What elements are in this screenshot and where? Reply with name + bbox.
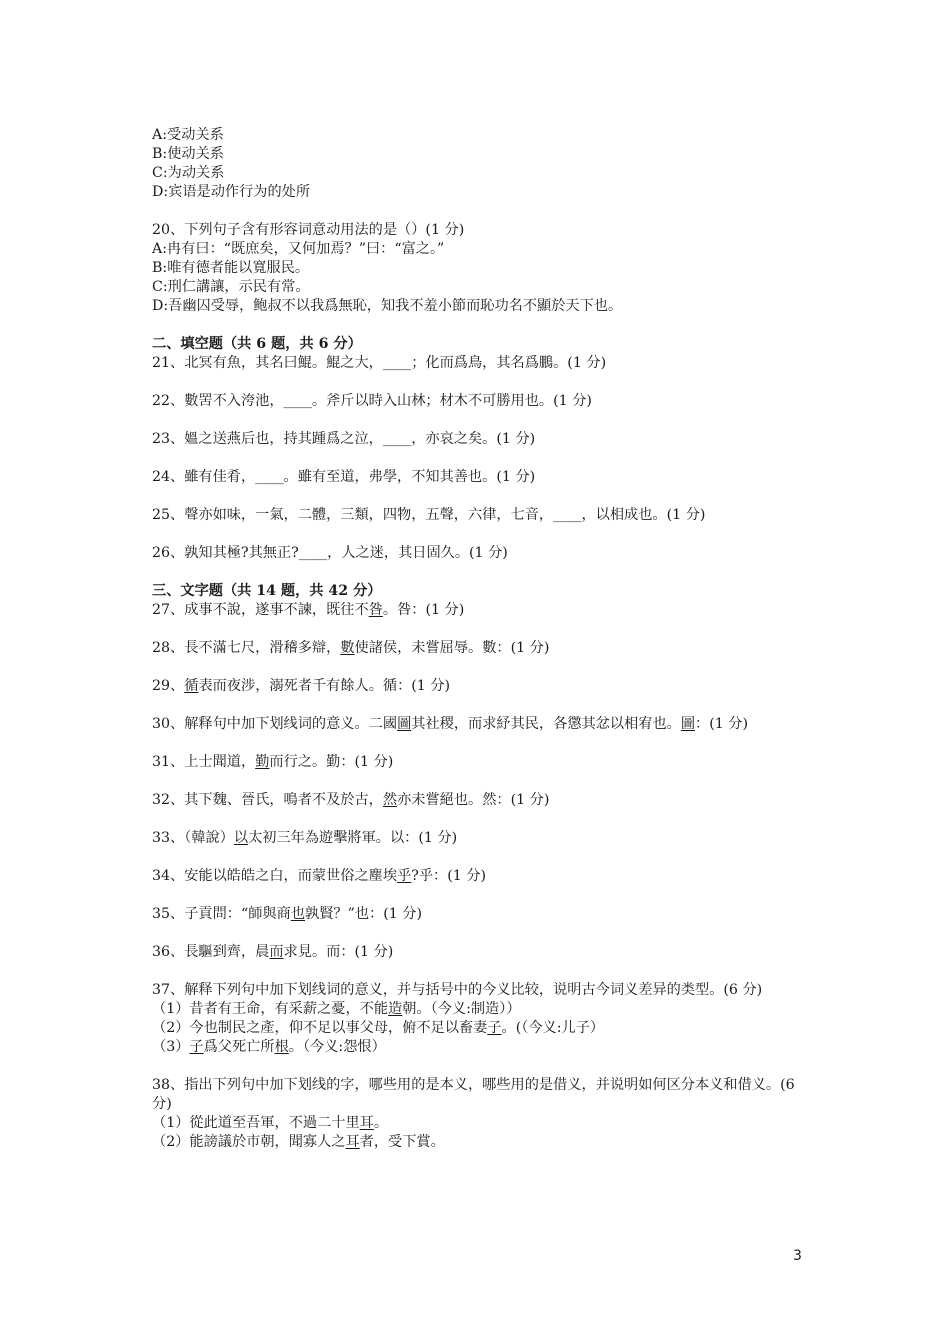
question-28: 28、長不滿七尺，滑稽多辯，數使諸侯，未嘗屈辱。數：(1 分): [152, 640, 550, 656]
q19-option-a: A:受动关系: [152, 127, 224, 143]
question-29: 29、循表而夜涉，溺死者千有餘人。循：(1 分): [152, 678, 451, 694]
q36-underlined-word: 而: [269, 944, 284, 960]
question-37: [152, 981, 812, 1057]
q38-sub-2: （2）能謗議於市朝，聞寡人之耳者，受下賞。: [152, 1134, 445, 1150]
q28-underlined-word: 數: [340, 640, 355, 656]
q37-3-underlined-word-2: 根: [274, 1039, 289, 1055]
question-22: 22、數罟不入洿池，____。斧斤以時入山林；材木不可勝用也。(1 分): [152, 393, 592, 409]
q37-sub-2: （2）今也制民之產，仰不足以事父母，俯不足以畜妻子。(（今义:儿子）: [152, 1020, 605, 1036]
question-23: 23、媼之送燕后也，持其踵爲之泣，____，亦哀之矣。(1 分): [152, 431, 536, 447]
question-25: 25、聲亦如味，一氣，二體，三類，四物，五聲，六律，七音，____，以相成也。(1 分): [152, 507, 706, 523]
q38-2-underlined-word: 耳: [345, 1134, 360, 1150]
question-21: 21、北冥有魚，其名曰鯤。鯤之大，____；化而爲鳥，其名爲鵬。(1 分): [152, 355, 607, 371]
exam-page-content: [152, 126, 812, 1152]
question-33: 33、（韓說）以太初三年為遊擊將軍。以：(1 分): [152, 830, 458, 846]
q19-option-b: B:使动关系: [152, 146, 224, 162]
q37-sub-3: （3）子爲父死亡所根。（今义:怨恨）: [152, 1039, 386, 1055]
q20-option-c: C:刑仁講讓，示民有常。: [152, 279, 310, 295]
question-32: 32、其下魏、晉氏，鳴者不及於古，然亦未嘗絕也。然：(1 分): [152, 792, 550, 808]
q19-option-c: C:为动关系: [152, 165, 225, 181]
q38-stem: 38、指出下列句中加下划线的字，哪些用的是本义，哪些用的是借义，并说明如何区分本义和借义。(6 分): [152, 1077, 800, 1112]
question-24: 24、雖有佳肴，____。雖有至道，弗學，不知其善也。(1 分): [152, 469, 536, 485]
q31-underlined-word: 勤: [255, 754, 270, 770]
q30-underlined-word: 圖: [397, 716, 412, 732]
q19-options: [152, 126, 812, 202]
q37-2-underlined-word: 子: [487, 1020, 502, 1036]
question-26: 26、孰知其極?其無正?____，人之迷，其日固久。(1 分): [152, 545, 508, 561]
q20-option-d: D:吾幽囚受辱，鲍叔不以我爲無恥，知我不羞小節而恥功名不顯於天下也。: [152, 298, 623, 314]
q35-underlined-word: 也: [290, 906, 306, 922]
page-number: 3: [793, 1248, 802, 1264]
q32-underlined-word: 然: [382, 792, 398, 808]
question-27: 27、成事不說，遂事不諫，既往不咎。咎：(1 分): [152, 602, 465, 618]
q30-underlined-word-2: 圖: [680, 716, 696, 732]
q37-1-underlined-word: 造: [388, 1001, 403, 1017]
q37-sub-1: （1）昔者有王命，有采薪之憂，不能造朝。（今义:制造））: [152, 1001, 521, 1017]
section-3-title: 三、文字题（共 14 题，共 42 分）: [152, 583, 382, 599]
section-2-title: 二、填空题（共 6 题，共 6 分）: [152, 336, 362, 352]
q33-underlined-word: 以: [233, 830, 249, 846]
question-34: 34、安能以皓皓之白，而蒙世俗之塵埃乎?乎：(1 分): [152, 868, 487, 884]
q27-underlined-word: 咎: [368, 602, 383, 618]
q20-option-a: A:冉有曰：“既庶矣，又何加焉？”曰：“富之。”: [152, 241, 445, 257]
q29-underlined-word: 循: [184, 678, 199, 694]
question-30: 30、解释句中加下划线词的意义。二國圖其社稷，而求紓其民，各懲其忿以相宥也。圖：(1 分): [152, 716, 749, 732]
question-35: 35、子貢問：“師與商也孰賢？”也：(1 分): [152, 906, 423, 922]
question-38: [152, 1076, 812, 1152]
q19-option-d: D:宾语是动作行为的处所: [152, 184, 311, 200]
question-36: 36、長驅到齊，晨而求見。而：(1 分): [152, 944, 394, 960]
q37-stem: 37、解释下列句中加下划线词的意义，并与括号中的今义比较，说明古今词义差异的类型。(6 分): [152, 982, 763, 998]
q20-option-b: B:唯有德者能以寬服民。: [152, 260, 310, 276]
q37-3-underlined-word: 子: [189, 1039, 204, 1055]
q38-sub-1: （1）從此道至吾軍，不過二十里耳。: [152, 1115, 389, 1131]
q20-stem: 20、下列句子含有形容词意动用法的是（）(1 分): [152, 222, 465, 238]
question-20: [152, 221, 812, 316]
q34-underlined-word: 乎: [397, 868, 412, 884]
q38-1-underlined-word: 耳: [359, 1115, 374, 1131]
question-31: 31、上士聞道，勤而行之。勤：(1 分): [152, 754, 394, 770]
